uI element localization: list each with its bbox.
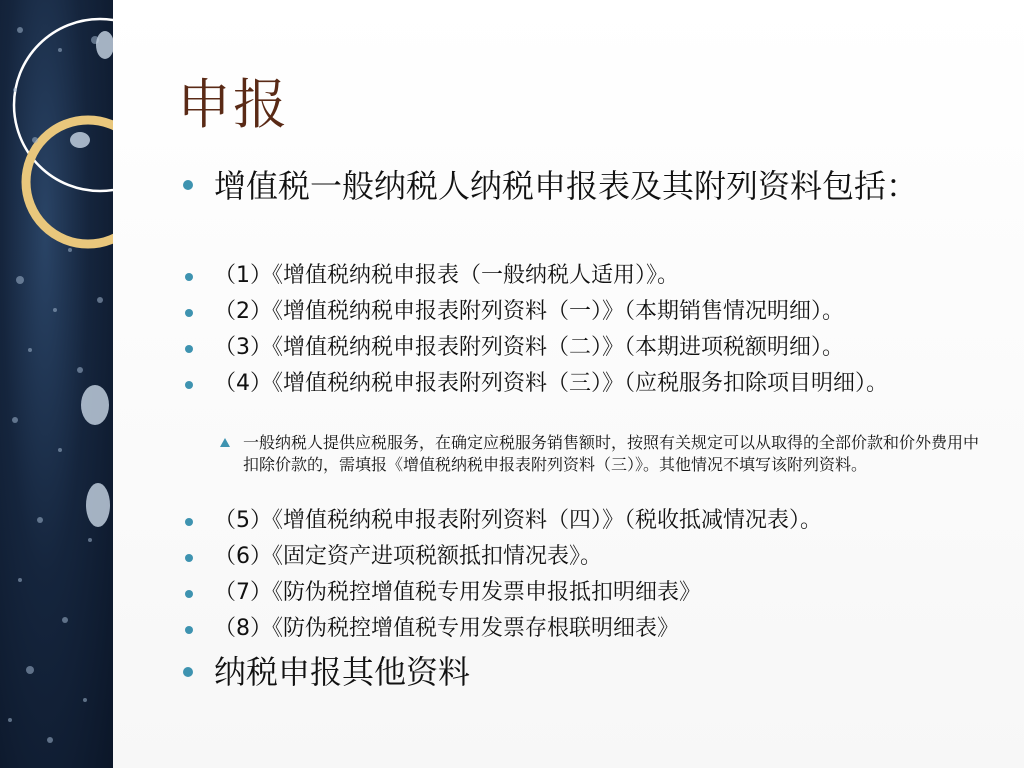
bullet-dot-icon <box>185 518 193 526</box>
list-item-level2: （2）《增值税纳税申报表附列资料（一）》（本期销售情况明细）。 <box>214 299 844 324</box>
list-item-level2: （5）《增值税纳税申报表附列资料（四）》（税收抵减情况表）。 <box>214 508 822 533</box>
list-item-level2: （1）《增值税纳税申报表（一般纳税人适用）》。 <box>214 263 679 288</box>
bullet-dot-icon <box>185 345 193 353</box>
list-item-level2: （3）《增值税纳税申报表附列资料（二）》（本期进项税额明细）。 <box>214 335 844 360</box>
list-item-level1: 纳税申报其他资料 <box>214 653 471 691</box>
list-item-level2: （7）《防伪税控增值税专用发票申报抵扣明细表》 <box>214 580 701 605</box>
bullet-dot-icon <box>185 590 193 598</box>
bullet-dot-icon <box>185 626 193 634</box>
list-item-level2: （4）《增值税纳税申报表附列资料（三）》（应税服务扣除项目明细）。 <box>214 371 888 396</box>
bullet-dot-icon <box>185 554 193 562</box>
bullet-dot-icon <box>183 180 193 190</box>
bullet-dot-icon <box>183 667 193 677</box>
list-item-level2: （8）《防伪税控增值税专用发票存根联明细表》 <box>214 616 679 641</box>
slide-title: 申报 <box>177 73 289 136</box>
list-item-level2: （6）《固定资产进项税额抵扣情况表》。 <box>214 544 602 569</box>
list-item-level1: 增值税一般纳税人纳税申报表及其附列资料包括： <box>214 167 919 205</box>
bullet-triangle-icon <box>220 438 230 447</box>
bullet-dot-icon <box>185 309 193 317</box>
bullet-dot-icon <box>185 381 193 389</box>
list-item-level3: 一般纳税人提供应税服务，在确定应税服务销售额时，按照有关规定可以从取得的全部价款和价外费用中扣除价款的，需填报《增值税纳税申报表附列资料（三）》。其他情况不填写该附列资料。 <box>243 433 980 474</box>
bullet-dot-icon <box>185 273 193 281</box>
